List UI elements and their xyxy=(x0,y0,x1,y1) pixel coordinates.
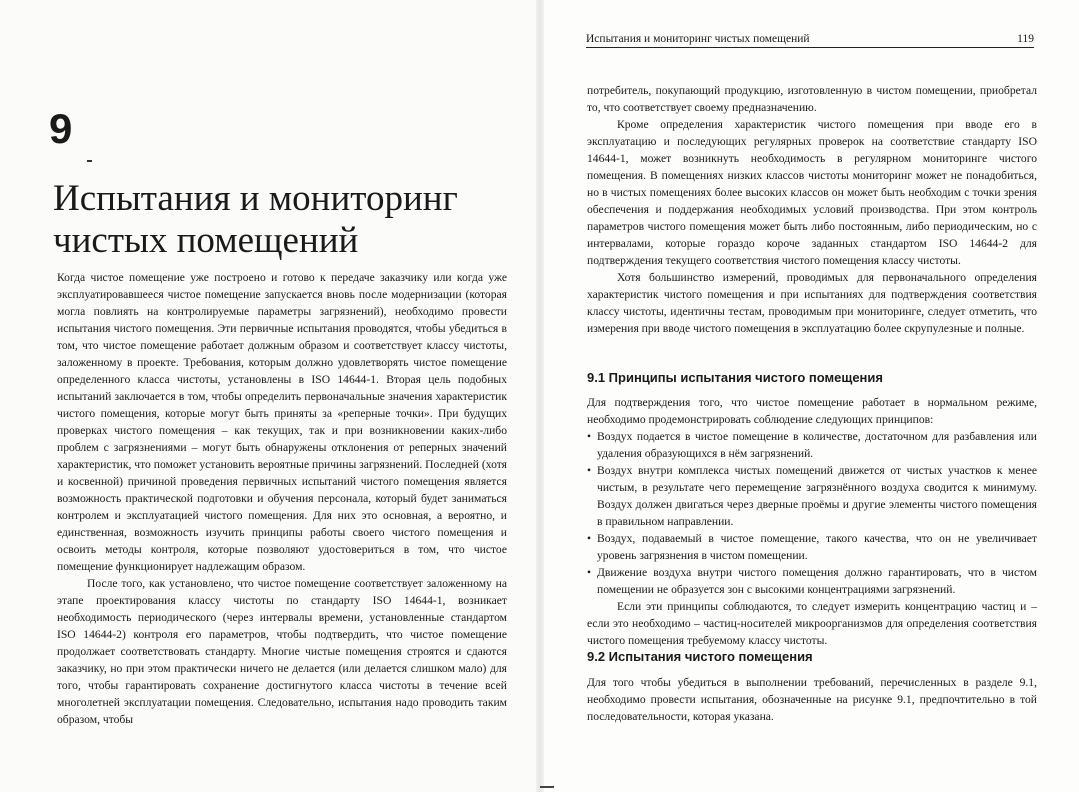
left-body xyxy=(57,269,507,728)
running-head xyxy=(586,32,1034,48)
section-9-2-body xyxy=(587,674,1037,725)
paragraph: потребитель, покупающий продукцию, изготовленную в чистом помещении, приобретал то, что соответствует своему предназначению. xyxy=(587,84,1037,114)
page-number: 119 xyxy=(1017,33,1034,45)
right-intro xyxy=(587,82,1037,337)
list-item: • Воздух внутри комплекса чистых помещений движется от чистых участков к менее чистым, в результате чего перемещение загрязнённого воздуха сводится к минимуму. Воздух должен двигаться через дверные проёмы и другие элементы чистого помещения в правильном направлении. xyxy=(587,462,1037,530)
paragraph: Если эти принципы соблюдаются, то следует измерить концентрацию частиц и – если это необходимо – частиц-носителей микроорганизмов для определения соответствия чистого помещения требуемому классу чистоты. xyxy=(587,600,1037,647)
list-item: • Воздух, подаваемый в чистое помещение, такого качества, что он не увеличивает уровень загрязнения в чистом помещении. xyxy=(587,530,1037,564)
book-gutter xyxy=(536,0,544,792)
paragraph: Кроме определения характеристик чистого помещения при вводе его в эксплуатацию и последующих регулярных проверок на соответствие стандарту ISO 14644-1, может возникнуть необходимость в регулярном мониторинге чистого помещения. В помещениях низких классов чистоты мониторинг может не понадобиться, но в чистых помещениях более высоких классов он может быть необходим с точки зрения обеспечения и поддержания необходимых условий производства. При этом контроль параметров чистого помещения может быть либо постоянным, либо периодическим, но с интервалами, которые гораздо короче заданных стандартом ISO 14644-2 для подтверждения текущего соответствия чистого помещения классу чистоты. xyxy=(587,118,1037,267)
principles-list xyxy=(587,428,1037,598)
page-edge-mark xyxy=(540,786,554,788)
paragraph: После того, как установлено, что чистое помещение соответствует заложенному на этапе проектирования классу чистоты по стандарту ISO 14644-1, возникает необходимость периодического (через интервалы времени, установленные стандартом ISO 14644-2) контроля его параметров, чтобы подтвердить, что чистое помещение продолжает соответствовать стандарту. Многие чистые помещения строятся и сдаются заказчику, но при этом практически ничего не делается (или делается слишком мало) для того, чтобы гарантировать сохранение достигнутого класса чистоты в течение всей многолетней эксплуатации помещения. Следовательно, испытания надо проводить таким образом, чтобы xyxy=(57,577,507,726)
section-9-1-body xyxy=(587,394,1037,649)
decorative-mark xyxy=(87,160,92,162)
list-item: • Воздух подается в чистое помещение в количестве, достаточном для разбавления или удаления образующихся в нём загрязнений. xyxy=(587,428,1037,462)
section-heading-9-1: 9.1 Принципы испытания чистого помещения xyxy=(587,370,883,385)
paragraph: Когда чистое помещение уже построено и готово к передаче заказчику или когда уже эксплуатировавшееся чистое помещение запускается вновь после модернизации (которая могла повлиять на контролируемые параметры загрязнений), необходимо провести испытания чистого помещения. Эти первичные испытания проводятся, чтобы убедиться в том, что чистое помещение работает должным образом и соответствует классу чистоты, заложенному в проекте. Требования, которым должно удовлетворять чистое помещение определенного класса чистоты, установлены в ISO 14644-1. Вторая цель подобных испытаний заключается в том, чтобы определить первоначальные значения характеристик чистого помещения, которые могут быть приняты за «реперные точки». При будущих проверках чистого помещения – как текущих, так и при возникновении каких-либо проблем с загрязнениями – могут быть обнаружены отклонения от реперных значений характеристик, что поможет установить вероятные причины загрязнений. Последней (хотя и косвенной) причиной проведения первичных испытаний чистого помещения является возможность практической подготовки и обучения персонала, который будет заниматься контролем и эксплуатацией чистого помещения. Для них это основная, а вероятно, и единственная, возможность изучить принципы работы своего чистого помещения и освоить методы контроля, которые позволяют удостовериться в том, что чистое помещение функционирует надлежащим образом. xyxy=(57,271,507,573)
running-head-title: Испытания и мониторинг чистых помещений xyxy=(586,33,810,45)
chapter-title: Испытания и мониторинг чистых помещений xyxy=(53,178,458,261)
list-item: • Движение воздуха внутри чистого помещения должно гарантировать, что в чистом помещении не образуется зон с высокими концентрациями загрязнений. xyxy=(587,564,1037,598)
paragraph: Для подтверждения того, что чистое помещение работает в нормальном режиме, необходимо продемонстрировать соблюдение следующих принципов: xyxy=(587,396,1037,426)
paragraph: Для того чтобы убедиться в выполнении требований, перечисленных в разделе 9.1, необходимо провести испытания, обозначенные на рисунке 9.1, предпочтительно в той последовательности, которая указана. xyxy=(587,676,1037,723)
section-heading-9-2: 9.2 Испытания чистого помещения xyxy=(587,649,813,664)
paragraph: Хотя большинство измерений, проводимых для первоначального определения характеристик чистого помещения и при испытаниях для подтверждения соответствия классу чистоты, идентичны тестам, проводимым при мониторинге, следует отметить, что измерения при вводе чистого помещения в эксплуатацию более скрупулезные и полные. xyxy=(587,271,1037,335)
chapter-number: 9 xyxy=(49,105,73,152)
